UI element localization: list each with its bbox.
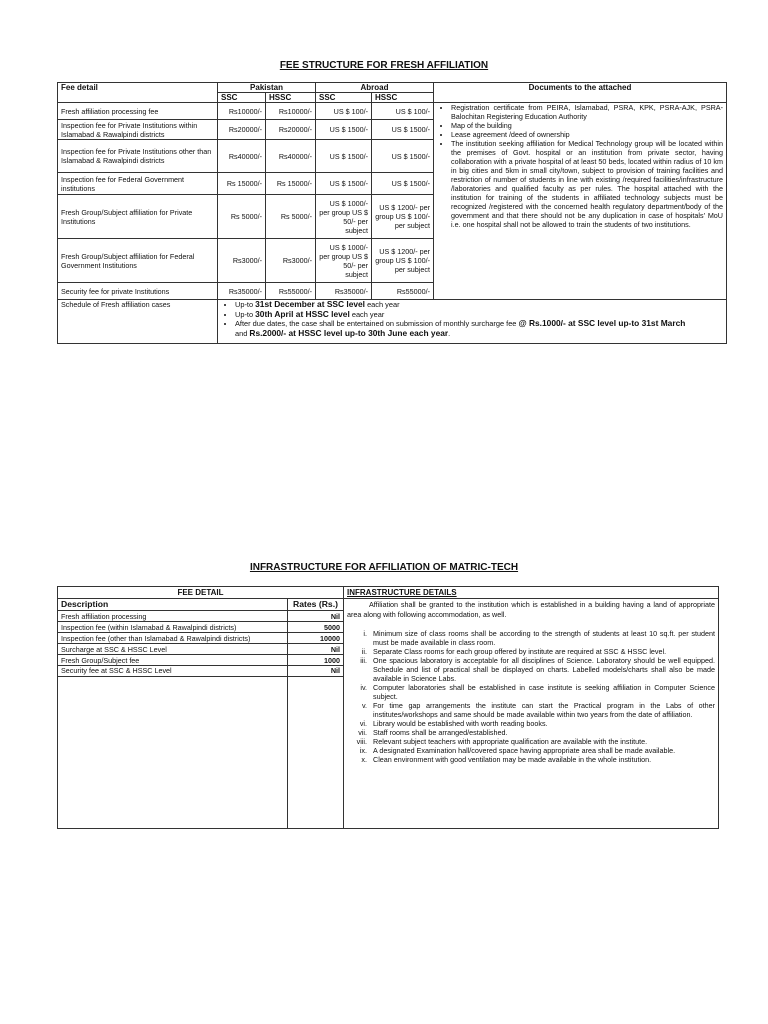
fee-rate: Nil xyxy=(288,644,344,655)
fee-label: Fresh affiliation processing fee xyxy=(58,103,218,120)
fee-description: Surcharge at SSC & HSSC Level xyxy=(58,644,288,655)
fee-rate: Nil xyxy=(288,611,344,622)
fee-label: Fresh Group/Subject affiliation for Federal Government Institutions xyxy=(58,239,218,283)
abroad-hssc-value: US $ 1500/- xyxy=(372,120,434,140)
pakistan-header: Pakistan xyxy=(218,83,316,93)
fee-label: Fresh Group/Subject affiliation for Private Institutions xyxy=(58,195,218,239)
fee-structure-title: FEE STRUCTURE FOR FRESH AFFILIATION xyxy=(279,60,489,71)
infrastructure-item: v. For time gap arrangements the institute can start the Practical program in the Labs of other institutes/workshops and same should be made available within two years from the date of affiliation. xyxy=(369,701,715,719)
infrastructure-title: INFRASTRUCTURE FOR AFFILIATION OF MATRIC-TECH xyxy=(249,562,519,573)
description-header: Description xyxy=(58,599,288,611)
infrastructure-table xyxy=(57,586,719,829)
abroad-hssc-value: US $ 1500/- xyxy=(372,140,434,173)
abroad-ssc-value: US $ 1500/- xyxy=(316,173,372,195)
infrastructure-item: i. Minimum size of class rooms shall be according to the strength of students at least 10 sq.ft. per student must be made available in class room. xyxy=(369,629,715,647)
fee-description: Security fee at SSC & HSSC Level xyxy=(58,666,288,677)
pk-hssc-header: HSSC xyxy=(266,93,316,103)
table-row xyxy=(58,103,727,120)
fee-description: Fresh Group/Subject fee xyxy=(58,655,288,666)
abroad-hssc-header: HSSC xyxy=(372,93,434,103)
document-item: • The institution seeking affiliation for Medical Technology group will be located within the premises of Govt. hospital or an institution from private sector, having collaboration with a private hospital of at least 50 beds, located within radius of 10 km in big cities and 5km in small city/town, subject to provision of training facilities and restriction of number of students in line with existing /required facilities/infrastructure /laboratories and qualified faculty as per rules. The hospital attached with the institution for training of the students in affiliated technology subjects must be recognized /registered with the concerned health regulatory department/body of the government and that there should not be any duplication in case of hospitals' MoU i.e. one hospital shall not be allowed to train the students of two institutions. xyxy=(451,139,723,229)
pk-hssc-value: Rs55000/- xyxy=(266,283,316,300)
infrastructure-item: ii. Separate Class rooms for each group offered by institute are required at SSC & HSSC level. xyxy=(369,647,715,656)
abroad-ssc-value: US $ 1500/- xyxy=(316,140,372,173)
infrastructure-item: iii. One spacious laboratory is acceptable for all disciplines of Science. Laboratory should be well equipped. Schedule and list of practical shall be displayed on charts. Labelled models/charts shall also be made available in Science Labs. xyxy=(369,656,715,683)
pk-hssc-value: Rs 5000/- xyxy=(266,195,316,239)
fee-label: Inspection fee for Federal Government institutions xyxy=(58,173,218,195)
pk-ssc-value: Rs 15000/- xyxy=(218,173,266,195)
pk-hssc-value: Rs20000/- xyxy=(266,120,316,140)
empty-cell xyxy=(288,677,344,829)
schedule-item: • Up-to 31st December at SSC level each year xyxy=(235,300,723,310)
abroad-hssc-value: Rs55000/- xyxy=(372,283,434,300)
abroad-header: Abroad xyxy=(316,83,434,93)
documents-header: Documents to the attached xyxy=(434,83,727,103)
fee-description: Inspection fee (other than Islamabad & Rawalpindi districts) xyxy=(58,633,288,644)
infrastructure-item: x. Clean environment with good ventilation may be made available in the whole institution. xyxy=(369,755,715,764)
schedule-cell xyxy=(218,300,727,344)
document-item: • Registration certificate from PEIRA, Islamabad, PSRA, KPK, PSRA-AJK, PSRA-Balochitan Registering Education Authority xyxy=(451,103,723,121)
fee-detail-header: Fee detail xyxy=(58,83,218,103)
abroad-ssc-header: SSC xyxy=(316,93,372,103)
infrastructure-details-cell xyxy=(344,599,719,829)
pk-ssc-value: Rs40000/- xyxy=(218,140,266,173)
abroad-ssc-value: US $ 100/- xyxy=(316,103,372,120)
infrastructure-item: vii. Staff rooms shall be arranged/established. xyxy=(369,728,715,737)
fee-detail-header: FEE DETAIL xyxy=(58,587,344,599)
abroad-hssc-value: US $ 1500/- xyxy=(372,173,434,195)
pk-hssc-value: Rs3000/- xyxy=(266,239,316,283)
fee-rate: 5000 xyxy=(288,622,344,633)
fee-structure-table xyxy=(57,82,727,344)
infrastructure-details-header: INFRASTRUCTURE DETAILS xyxy=(344,587,719,599)
abroad-hssc-value: US $ 1200/- per group US $ 100/- per subject xyxy=(372,195,434,239)
pk-hssc-value: Rs 15000/- xyxy=(266,173,316,195)
pk-hssc-value: Rs40000/- xyxy=(266,140,316,173)
pk-ssc-value: Rs3000/- xyxy=(218,239,266,283)
fee-rate: Nil xyxy=(288,666,344,677)
pk-ssc-value: Rs35000/- xyxy=(218,283,266,300)
abroad-ssc-value: US $ 1000/- per group US $ 50/- per subject xyxy=(316,195,372,239)
rates-header: Rates (Rs.) xyxy=(288,599,344,611)
abroad-hssc-value: US $ 100/- xyxy=(372,103,434,120)
pk-ssc-header: SSC xyxy=(218,93,266,103)
infrastructure-item: ix. A designated Examination hall/covered space having appropriate area shall be made available. xyxy=(369,746,715,755)
fee-description: Fresh affiliation processing xyxy=(58,611,288,622)
fee-label: Inspection fee for Private Institutions other than Islamabad & Rawalpindi districts xyxy=(58,140,218,173)
fee-label: Security fee for private Institutions xyxy=(58,283,218,300)
infrastructure-item: viii. Relevant subject teachers with appropriate qualification are available with the institute. xyxy=(369,737,715,746)
empty-cell xyxy=(58,677,288,829)
pk-ssc-value: Rs20000/- xyxy=(218,120,266,140)
schedule-label: Schedule of Fresh affiliation cases xyxy=(58,300,218,344)
schedule-item: • Up-to 30th April at HSSC level each year xyxy=(235,310,723,320)
fee-rate: 10000 xyxy=(288,633,344,644)
fee-description: Inspection fee (within Islamabad & Rawalpindi districts) xyxy=(58,622,288,633)
documents-cell xyxy=(434,103,727,300)
pk-hssc-value: Rs10000/- xyxy=(266,103,316,120)
pk-ssc-value: Rs10000/- xyxy=(218,103,266,120)
infrastructure-intro: Affiliation shall be granted to the institution which is established in a building having a land of appropriate area along with following accommodation, as well. xyxy=(347,600,715,619)
infrastructure-item: vi. Library would be established with worth reading books. xyxy=(369,719,715,728)
abroad-ssc-value: US $ 1500/- xyxy=(316,120,372,140)
document-item: • Map of the building xyxy=(451,121,723,130)
infrastructure-item: iv. Computer laboratories shall be established in case institute is seeking affiliation in Computer Science subject. xyxy=(369,683,715,701)
abroad-ssc-value: Rs35000/- xyxy=(316,283,372,300)
document-item: • Lease agreement /deed of ownership xyxy=(451,130,723,139)
abroad-hssc-value: US $ 1200/- per group US $ 100/- per subject xyxy=(372,239,434,283)
fee-rate: 1000 xyxy=(288,655,344,666)
pk-ssc-value: Rs 5000/- xyxy=(218,195,266,239)
abroad-ssc-value: US $ 1000/- per group US $ 50/- per subject xyxy=(316,239,372,283)
schedule-row xyxy=(58,300,727,344)
fee-label: Inspection fee for Private Institutions within Islamabad & Rawalpindi districts xyxy=(58,120,218,140)
schedule-item: • After due dates, the case shall be entertained on submission of monthly surcharge fee @ Rs.1000/- at SSC level up-to 31st March and Rs.2000/- at HSSC level up-to 30th June each year. xyxy=(235,319,723,338)
